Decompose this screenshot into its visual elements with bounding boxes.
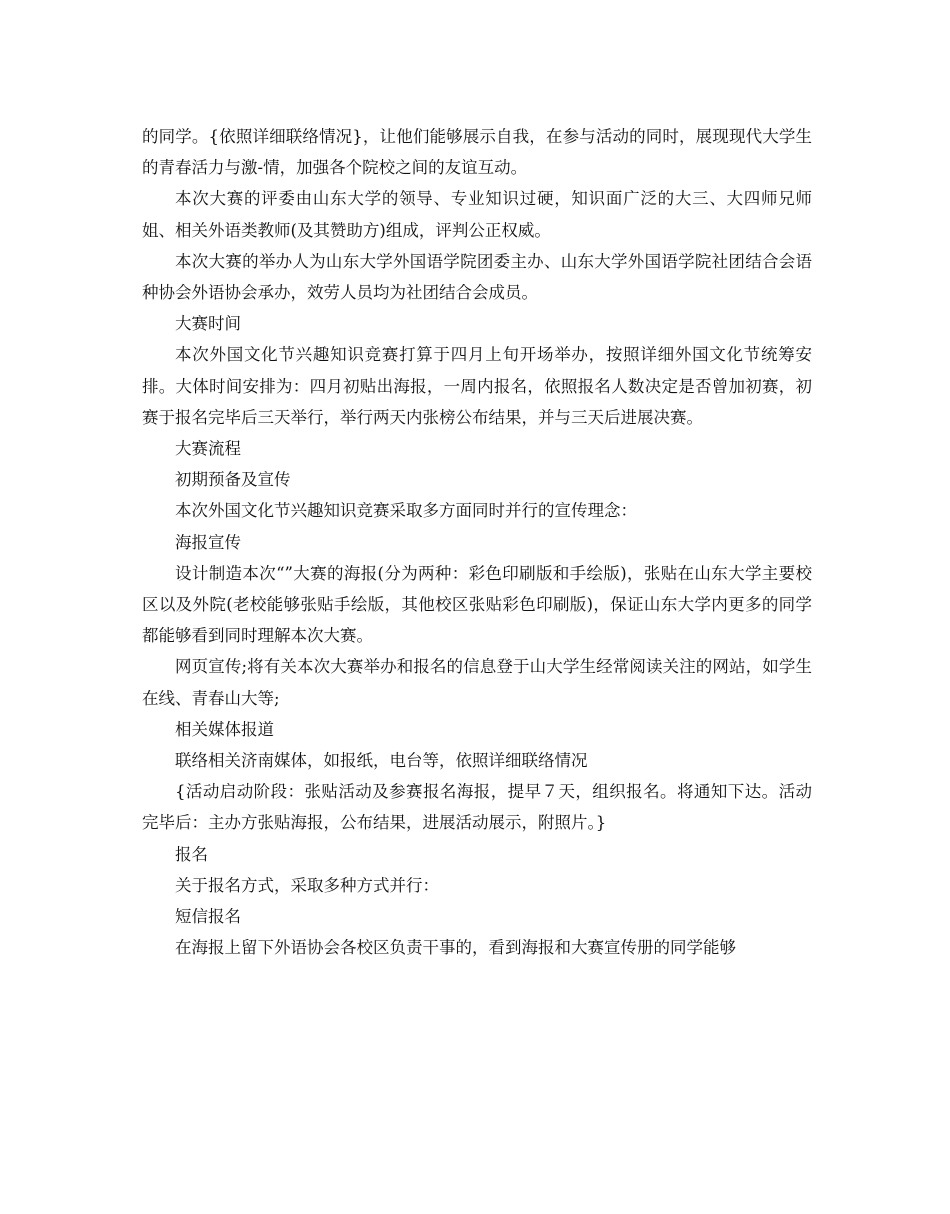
paragraph: 的同学。{依照详细联络情况}，让他们能够展示自我，在参与活动的同时，展现现代大学生的青春活力与激-情，加强各个院校之间的友谊互动。 <box>142 127 812 178</box>
document-body <box>142 121 812 963</box>
section-heading-schedule: 大赛时间 <box>175 314 241 334</box>
subheading-preparation: 初期预备及宣传 <box>175 470 291 490</box>
paragraph: 在海报上留下外语协会各校区负责干事的，看到海报和大赛宣传册的同学能够 <box>175 938 736 958</box>
paragraph: 本次大赛的评委由山东大学的领导、专业知识过硬，知识面广泛的大三、大四师兄师姐、相关外语类教师(及其赞助方)组成，评判公正权威。 <box>142 189 812 240</box>
subheading-poster: 海报宣传 <box>175 532 241 552</box>
paragraph: 本次大赛的举办人为山东大学外国语学院团委主办、山东大学外国语学院社团结合会语种协会外语协会承办，效劳人员均为社团结合会成员。 <box>142 251 812 303</box>
section-heading-registration: 报名 <box>175 844 208 864</box>
paragraph: 关于报名方式，采取多种方式并行： <box>175 875 439 895</box>
section-heading-process: 大赛流程 <box>175 439 241 459</box>
paragraph: 设计制造本次“”大赛的海报(分为两种：彩色印刷版和手绘版)，张贴在山东大学主要校区以及外院(老校能够张贴手绘版，其他校区张贴彩色印刷版)，保证山东大学内更多的同学都能够看到同时理解本次大赛。 <box>142 563 812 646</box>
paragraph: 联络相关济南媒体，如报纸，电台等，依照详细联络情况 <box>175 751 588 771</box>
paragraph: {活动启动阶段：张贴活动及参赛报名海报，提早７天，组织报名。将通知下达。活动完毕后：主办方张贴海报，公布结果，进展活动展示，附照片。} <box>142 782 812 833</box>
paragraph: 本次外国文化节兴趣知识竞赛采取多方面同时并行的宣传理念： <box>175 501 637 521</box>
subheading-media: 相关媒体报道 <box>175 719 274 739</box>
paragraph: 本次外国文化节兴趣知识竞赛打算于四月上旬开场举办，按照详细外国文化节统筹安排。大体时间安排为：四月初贴出海报，一周内报名，依照报名人数决定是否曾加初赛，初赛于报名完毕后三天举行，举行两天内张榜公布结果，并与三天后进展决赛。 <box>142 345 812 427</box>
subheading-sms-registration: 短信报名 <box>175 907 241 927</box>
paragraph: 网页宣传;将有关本次大赛举办和报名的信息登于山大学生经常阅读关注的网站，如学生在线、青春山大等; <box>142 657 812 708</box>
